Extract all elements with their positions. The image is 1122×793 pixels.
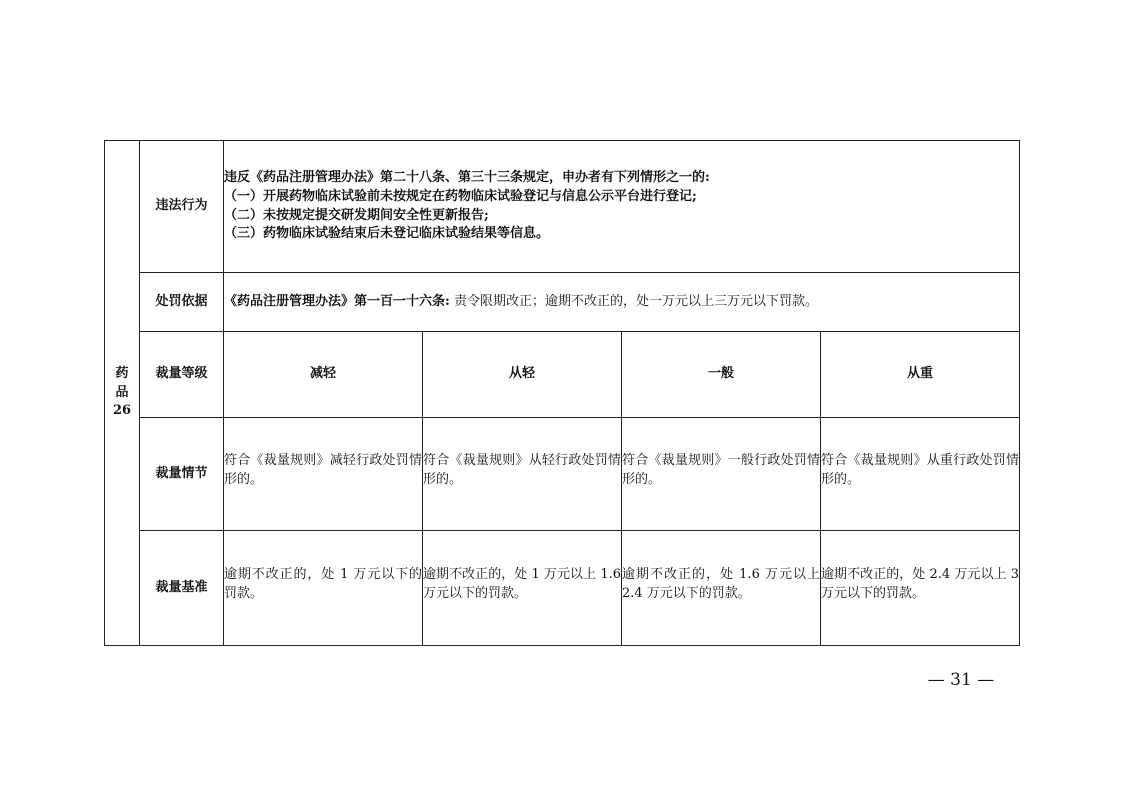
benchmark-cell (821, 531, 1020, 646)
benchmark-text-4: 逾期不改正的，处 2.4 万元以上 3 万元以下的罚款。 (821, 567, 1019, 601)
category-number: 26 (112, 403, 132, 419)
violation-intro: 违反《药品注册管理办法》第二十八条、第三十三条规定，申办者有下列情形之一的: (224, 169, 710, 185)
benchmark-text-2: 逾期不改正的，处 1 万元以上 1.6 万元以下的罚款。 (423, 567, 621, 601)
grade-level-mitigated: 减轻 (224, 332, 423, 418)
violation-item-2: （二）未按规定提交研发期间安全性更新报告; (224, 207, 489, 223)
category-cell (105, 141, 140, 646)
circumstance-text-2: 符合《裁量规则》从轻行政处罚情形的。 (423, 453, 621, 487)
benchmark-text-3: 逾期不改正的，处 1.6 万元以上 2.4 万元以下的罚款。 (622, 567, 820, 601)
category-char-1: 药 (115, 365, 129, 381)
category-char-2: 品 (115, 384, 129, 400)
benchmark-text-1: 逾期不改正的，处 1 万元以下的罚款。 (224, 567, 422, 601)
basis-row (105, 273, 1020, 332)
circumstance-row (105, 418, 1020, 531)
violation-label: 违法行为 (140, 141, 224, 273)
violation-content (224, 141, 1020, 273)
violation-item-3: （三）药物临床试验结束后未登记临床试验结果等信息。 (224, 226, 550, 242)
grade-level-lenient: 从轻 (423, 332, 622, 418)
circumstance-cell (821, 418, 1020, 531)
circumstance-text-4: 符合《裁量规则》从重行政处罚情形的。 (821, 453, 1019, 487)
grade-row (105, 332, 1020, 418)
benchmark-cell (423, 531, 622, 646)
circumstance-cell (224, 418, 423, 531)
basis-text: 责令限期改正；逾期不改正的，处一万元以上三万元以下罚款。 (453, 293, 818, 309)
page-number: — 31 — (927, 670, 995, 690)
basis-content (224, 273, 1020, 332)
benchmark-cell (622, 531, 821, 646)
circumstance-label: 裁量情节 (140, 418, 224, 531)
circumstance-cell (622, 418, 821, 531)
violation-item-1: （一）开展药物临床试验前未按规定在药物临床试验登记与信息公示平台进行登记; (224, 188, 697, 204)
grade-level-general: 一般 (622, 332, 821, 418)
basis-label: 处罚依据 (140, 273, 224, 332)
violation-row (105, 141, 1020, 273)
basis-title: 《药品注册管理办法》第一百一十六条: (224, 293, 450, 309)
circumstance-text-1: 符合《裁量规则》减轻行政处罚情形的。 (224, 453, 422, 487)
penalty-table (104, 140, 1020, 646)
benchmark-row (105, 531, 1020, 646)
grade-label: 裁量等级 (140, 332, 224, 418)
circumstance-cell (423, 418, 622, 531)
benchmark-cell (224, 531, 423, 646)
circumstance-text-3: 符合《裁量规则》一般行政处罚情形的。 (622, 453, 820, 487)
grade-level-severe: 从重 (821, 332, 1020, 418)
benchmark-label: 裁量基准 (140, 531, 224, 646)
